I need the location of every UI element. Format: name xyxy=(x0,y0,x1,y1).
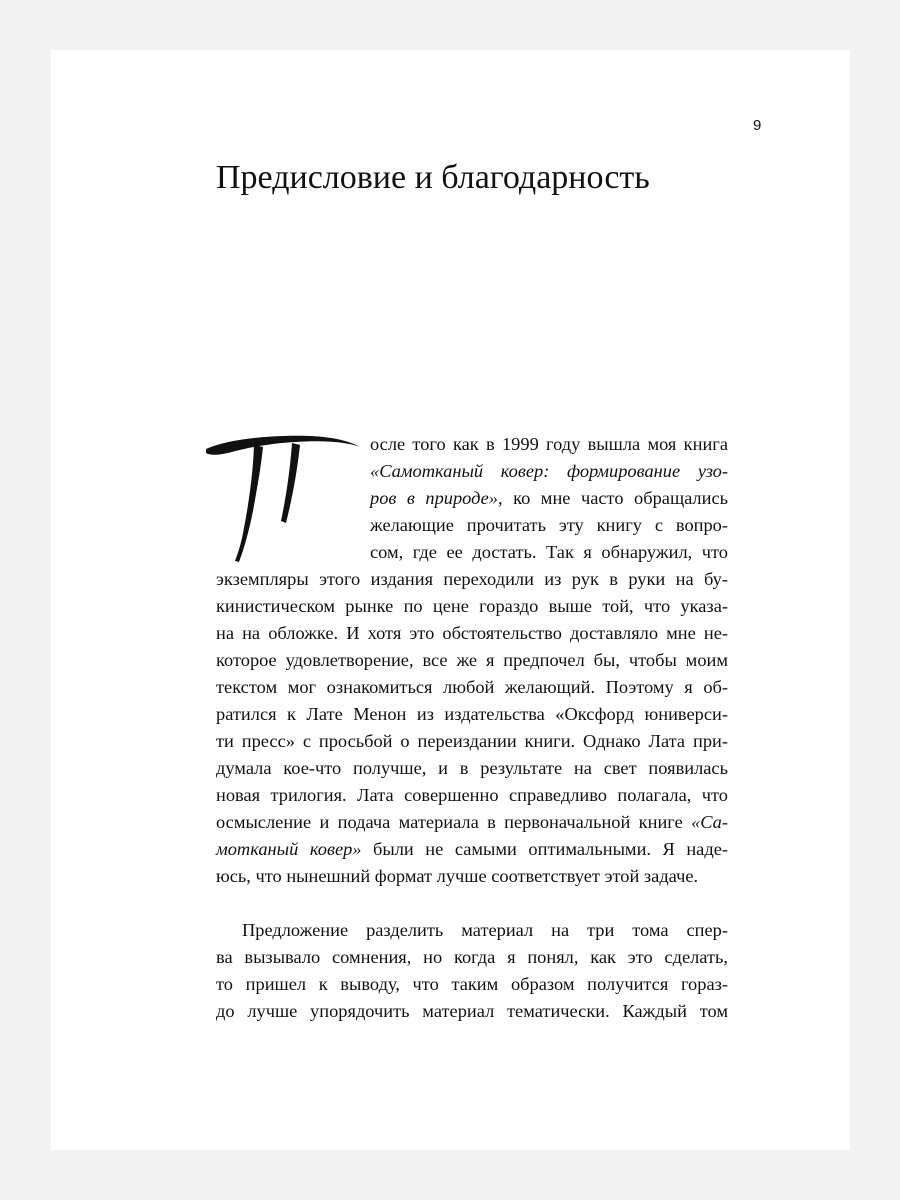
text-line: текстом мог ознакомиться любой желающий. Поэтому я об- xyxy=(216,677,728,697)
text-line xyxy=(216,836,728,863)
text-line: юсь, что нынешний формат лучше соответствует этой задаче. xyxy=(216,866,699,886)
text-line: желающие прочитать эту книгу с вопро- xyxy=(370,515,728,535)
text-line: сом, где ее достать. Так я обнаружил, что xyxy=(370,542,728,562)
text-line: экземпляры этого издания переходили из рук в руки на бу- xyxy=(216,569,728,589)
text-line xyxy=(370,458,728,485)
page-number: 9 xyxy=(753,117,762,134)
book-title-italic: ров в природе» xyxy=(370,488,498,508)
drop-cap xyxy=(204,431,364,565)
text-segment: , ко мне часто обращались xyxy=(498,488,729,508)
text-segment: осмысление и подача материала в первоначальной книге xyxy=(216,812,692,832)
text-line: Предложение разделить материал на три тома спер- xyxy=(242,920,728,940)
book-title-italic: мотканый ковер» xyxy=(216,839,362,859)
chapter-title: Предисловие и благодарность xyxy=(216,159,650,196)
text-line: ратился к Лате Менон из издательства «Оксфорд юниверси- xyxy=(216,704,728,724)
text-line: которое удовлетворение, все же я предпочел бы, чтобы моим xyxy=(216,650,728,670)
text-line: новая трилогия. Лата совершенно справедливо полагала, что xyxy=(216,785,728,805)
text-line xyxy=(370,485,728,512)
text-line xyxy=(216,809,728,836)
text-segment: были не самыми оптимальными. Я наде- xyxy=(361,839,728,859)
text-line: ти пресс» с просьбой о переиздании книги. Однако Лата при- xyxy=(216,731,728,751)
text-line: кинистическом рынке по цене гораздо выше той, что указа- xyxy=(216,596,728,616)
text-line: ва вызывало сомнения, но когда я понял, как это сделать, xyxy=(216,947,728,967)
text-line: на на обложке. И хотя это обстоятельство доставляло мне не- xyxy=(216,623,728,643)
text-line: до лучше упорядочить материал тематически. Каждый том xyxy=(216,1001,728,1021)
book-title-italic: «Самотканый ковер: формирование узо- xyxy=(370,461,728,481)
text-line: осле того как в 1999 году вышла моя книга xyxy=(370,434,728,454)
book-title-italic: «Са- xyxy=(691,812,728,832)
text-line: то пришел к выводу, что таким образом получится горaз- xyxy=(216,974,728,994)
text-line: думала кое-что получше, и в результате на свет появилась xyxy=(216,758,728,778)
